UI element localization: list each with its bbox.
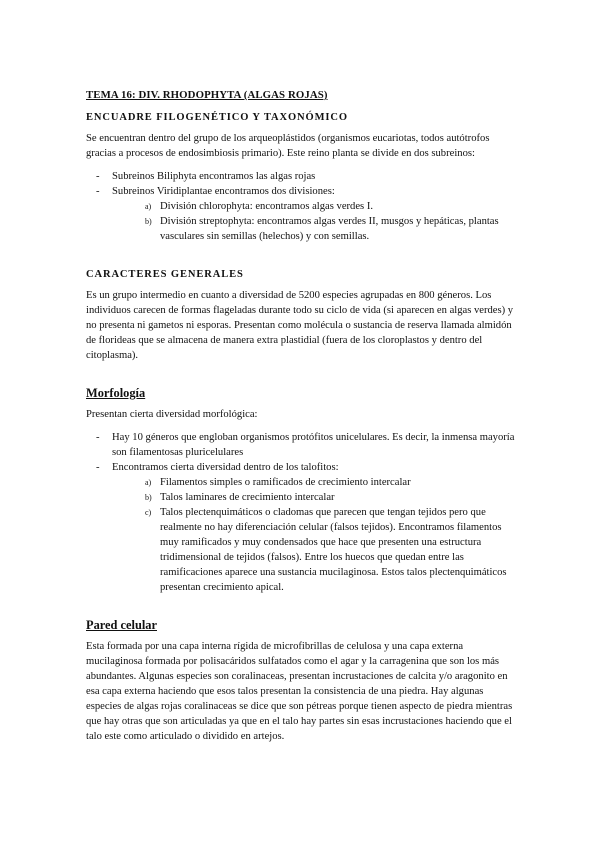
sublist-item-text: Filamentos simples o ramificados de crecimiento intercalar [160,477,411,488]
list-item-text: Hay 10 géneros que engloban organismos protófitos unicelulares. Es decir, la inmensa mayoría son filamentosas pluricelulares [112,432,515,458]
sublist-marker: b) [145,493,152,502]
encuadre-sublist [112,199,516,244]
document-page [86,88,516,744]
list-item [86,460,516,595]
page-title: TEMA 16: DIV. RHODOPHYTA (ALGAS ROJAS) [86,89,328,101]
sublist-item-text: Talos laminares de crecimiento intercalar [160,492,335,503]
list-item-text: Subreinos Biliphyta encontramos las algas rojas [112,171,316,182]
caracteres-heading: CARACTERES GENERALES [86,269,244,280]
pared-heading: Pared celular [86,618,157,632]
sublist-item [146,490,516,505]
sublist-item [146,475,516,490]
pared-text: Esta formada por una capa interna rígida de microfibrillas de celulosa y una capa externa mucilaginosa formada por polisacáridos sulfatados como el agar y la carragenina que son los más abundantes. Algunas especies son coralinaceas, presentan incrustaciones de calcita y/o aragonito en esa capa externa haciendo que esos talos presentan la consistencia de una piedra. Hay algunas especies de algas rojas coralinaceas se dice que son pétreas porque tienen aspecto de piedra mientras que hay otras que son articuladas ya que en el talo hay partes sin esas incrustaciones haciendo que el talo este como articulado o dividido en artejos. [86,641,513,742]
list-item [86,169,516,184]
sublist-marker: b) [145,217,152,226]
sublist-item [146,199,516,214]
encuadre-list [86,169,516,244]
morfologia-intro: Presentan cierta diversidad morfológica: [86,409,258,420]
encuadre-intro: Se encuentran dentro del grupo de los arqueoplástidos (organismos eucariotas, todos autótrofos gracias a procesos de endosimbiosis primario). Este reino planta se divide en dos subreinos: [86,133,490,159]
list-item [86,430,516,460]
list-item-text: Encontramos cierta diversidad dentro de los talofitos: [112,462,339,473]
list-item-text: Subreinos Viridiplantae encontramos dos divisiones: [112,186,335,197]
morfologia-heading: Morfología [86,386,146,400]
sublist-marker: a) [145,478,152,487]
morfologia-list [86,430,516,595]
sublist-item-text: Talos plectenquimáticos o cladomas que parecen que tengan tejidos pero que realmente no hay diferenciación celular (falsos tejidos). Encontramos filamentos muy ramificados y muy condensados que hace que presenten una estructura tridimensional de tejidos (falsos). Entre los huecos que quedan entre las ramificaciones aparece una sustancia mucilaginosa. Estos talos plectenquimáticos presentan crecimiento apical. [160,507,507,593]
caracteres-text: Es un grupo intermedio en cuanto a diversidad de 5200 especies agrupadas en 800 géneros. Los individuos carecen de formas flageladas durante todo su ciclo de vida (si aparecen en algas verdes) y no presenta ni gametos ni esporas. Presentan como molécula o sustancia de reserva llamada almidón de florideas que se almacena de manera extra plastidial (fuera de los cloroplastos y dentro del citoplasma). [86,290,514,361]
encuadre-heading: ENCUADRE FILOGENÉTICO Y TAXONÓMICO [86,112,348,123]
morfologia-sublist [112,475,516,595]
sublist-item [146,214,516,244]
sublist-marker: a) [145,202,152,211]
sublist-marker: c) [145,508,152,517]
sublist-item-text: División chlorophyta: encontramos algas verdes I. [160,201,373,212]
sublist-item-text: División streptophyta: encontramos algas verdes II, musgos y hepáticas, plantas vasculares sin semillas (helechos) y con semillas. [160,216,499,242]
list-item [86,184,516,244]
sublist-item [146,505,516,595]
